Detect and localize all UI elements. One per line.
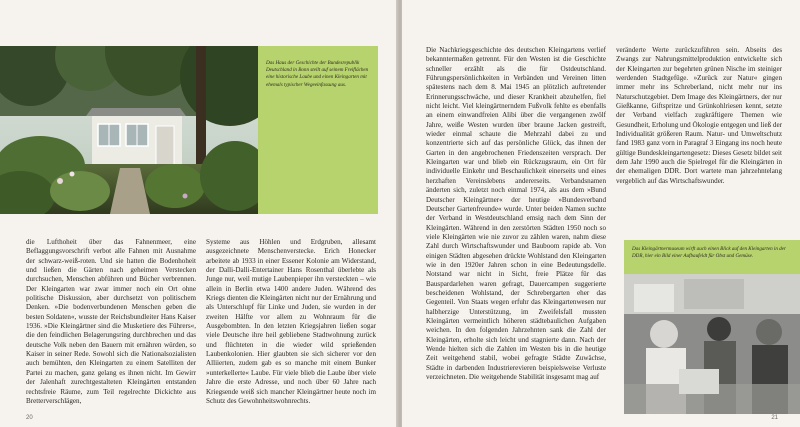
right-page: [402, 0, 800, 427]
left-column-1: [26, 238, 196, 406]
left-page: [0, 0, 398, 427]
photo-caption: Das Haus der Geschichte der Bundesrepublik Deutschland in Bonn stellt auf seinem Freiflächen eine historische Laube und einen Kleingarten mit ehemals typischer Wegeeinfassung aus.: [266, 60, 369, 88]
left-column-2: [206, 238, 376, 406]
museum-photo: [624, 274, 800, 414]
right-column-2: [616, 46, 782, 186]
photo-caption-box: [258, 46, 378, 214]
right-column-2-text: veränderte Werte zurückzuführen sein. Abseits des Zwangs zur Nahrungsmittelproduktion entwickelte sich der Kleingarten zur begehrten grünen Nische im steiniger werdenden Stadtgefüge. »Zurück zur Natur« gingen immer mehr ins Schreberland, nicht mehr nur ins Naturschutzgebiet. Dem Image des Kleingärtners, der nur Gießkanne, Giftspritze und Grünkohlriesen kennt, setzte der Verband vielfach zugkräftigere Themen wie Gesundheit, Erholung und Ökologie entgegen und ließ der Individualität größeren Raum. Natur- und Umweltschutz fand 1983 ganz vorn in Paragraf 3 Eingang ins noch heute gültige Bundeskleingartengesetz: Dieses Gesetz bildet seit dem Jahr 1990 auch die Spielregel für die Kleingärten in der ehemaligen DDR. Dort wartete man jahrzehntelang vergeblich auf das Wirtschaftswunder.: [616, 46, 782, 185]
museum-caption-box: [624, 240, 800, 274]
page-number-left: 20: [26, 415, 33, 421]
left-column-1-text: die Lufthoheit über das Fahnenmeer, eine Beflaggungsvorschrift verbot alle Fahnen mit Ausnahme der schwarz-weiß-roten. Und sie hatten die Bodenhoheit und ließen die Gärten nach geheimen Verstecken durchsuchen, Menschen abführen und Bücher verbrennen. Der Kleingarten war zwar immer noch ein Ort ohne politische Diskussion, aber durchsetzt von politischem Denken. »Die bodenverbundenen Menschen geben die besten Soldaten«, wusste der Reichsbundleiter Hans Kaiser 1936. »Die Kleingärtner sind die Musketiere des Führers«, die den feindlichen Belagerungsring durchbrechen und das deutsche Volk neben den Bauern mit ernähren würden, so Kaiser in seiner Rede. Sowohl sich die Nationalsozialisten auch bemühten, den Kleingarten zu einem Satelliten der Partei zu machen, ganz gelang es ihnen nicht. Im Gewirr der Jalenhaft zurechtgestalteten Kleingärten entstanden rechtsfreie Räume, zum Teil regelrechte Dickichte aus Bretterverschlägen,: [26, 238, 196, 405]
page-number-right: 21: [771, 415, 778, 421]
museum-illustration: [624, 274, 800, 414]
right-column-1-text: Die Nachkriegsgeschichte des deutschen Kleingartens verlief bekanntermaßen getrennt. Für den Westen ist die Geschichte schneller erzählt als die für Ostdeutschland. Führungspersönlichkeiten in Verbänden und Vereinen litten spätestens nach dem 8. Mai 1945 an plötzlich auftretender Erinnerungsschwäche, und dieser Krankheit abzuhelfen, fiel nicht leicht. Viel kleingärtnerndem Fußvolk fehlte es ebenfalls an einem einwandfreien Alibi über die vergangenen zwölf Jahre, weiße Westen wurden über braune Jacken gestreift, wieder einmal schaute die Mehrzahl dabei zu und konzentrierte sich auf das persönliche Glück, das ihnen der Garten in den angebrochenen Friedenszeiten versprach. Der Kleingarten war und blieb ein Rückzugsraum, ein Ort für individuelle Einkehr und Beschaulichkeit einerseits und eines herzhaften Vereinslebens andererseits. Verbandsnamen änderten sich, zuletzt noch einmal 1974, als aus dem »Bund Deutscher Kleingärtner« der heutige »Bundesverband Deutscher Gartenfreunde« wurde. Unter beiden Namen suchte der Verband in Westdeutschland emsig nach dem Sinn der Kleingärten. Während in den zerstörten Städten 1950 noch so viele Kleingärten wie nie zuvor zu zählen waren, nahm diese Zahl durch Wirtschaftswunder und Bauboom rapide ab. Von einigen Städten abgesehen drückte Wohlstand den Kleingarten wie in den 1920er Jahren schon in eine Bedeutungsdelle. Notstand war nicht in Sicht, freie Plätze für das Bauspardarlehen waren gefragt, Dauercampen suggerierte bescheidenen Wohlstand, der Schrebergarten eher das Gegenteil. Von Staats wegen erfuhr das Kleingartenwesen nur halbherzige Unterstützung, im Zweifelsfall mussten Kleingärten vermeintlich höheren städtebaulichen Aufgaben weichen. In den folgenden Jahrzehnten sank die Zahl der Kleingärten, erholte sich leicht und stagnierte dann. Nach der Wende hielten sich die Zahlen im Westen bis in die heutige Zeit weitgehend stabil, wobei gefragte Städte Zuwächse, Städte in darbenden Industrierevieren beispielsweise Verluste verzeichneten. Die weitgehende Stabilität insgesamt mag auf: [426, 46, 606, 382]
garden-house-photo: [0, 46, 258, 214]
right-column-1: [426, 46, 606, 382]
left-column-2-text: Systeme aus Höhlen und Erdgruben, allesamt ausgezeichnete Menschenverstecke. Erich Honecker arbeitete ab 1933 in einer Essener Kolonie am Widerstand, der Dalli-Dalli-Entertainer Hans Rosenthal überlebte als Junge nur, weil mutige Laubenpieper ihn versteckten – wie allein in Berlin etwa 1400 andere Juden. Während des Kriegs dienten die Kleingärten nicht nur der Ernährung und als Unterschlupf für Linke und Juden, sie wurden in der zweiten Hälfte vor allem zu Wohnraum für die Ausgebombten. In den letzten Kriegsjahren ließen sogar viele Deutsche ihre heil gebliebene Stadtwohnung zurück und flüchteten in die wieder wild sprießenden Laubenkolonien. Hier glaubten sie sich sicherer vor den Alliierten, zudem gab es so manche mit einem Bunker »unterkellerte« Laube. Für viele blieb die Laube über viele Jahre die erste Adresse, und noch über 60 Jahre nach Kriegsende weiß sich mancher Kleingärtner heute noch im Schutz des Gewohnheitswohnrechts.: [206, 238, 376, 405]
museum-caption: Das Kleingärtnermuseum wirft auch einen Blick auf den Kleingarten in der DDR, hier ein Bild einer Aufbaufeldt für Obst und Gemüse.: [632, 246, 786, 260]
garden-house-illustration: [0, 46, 258, 214]
